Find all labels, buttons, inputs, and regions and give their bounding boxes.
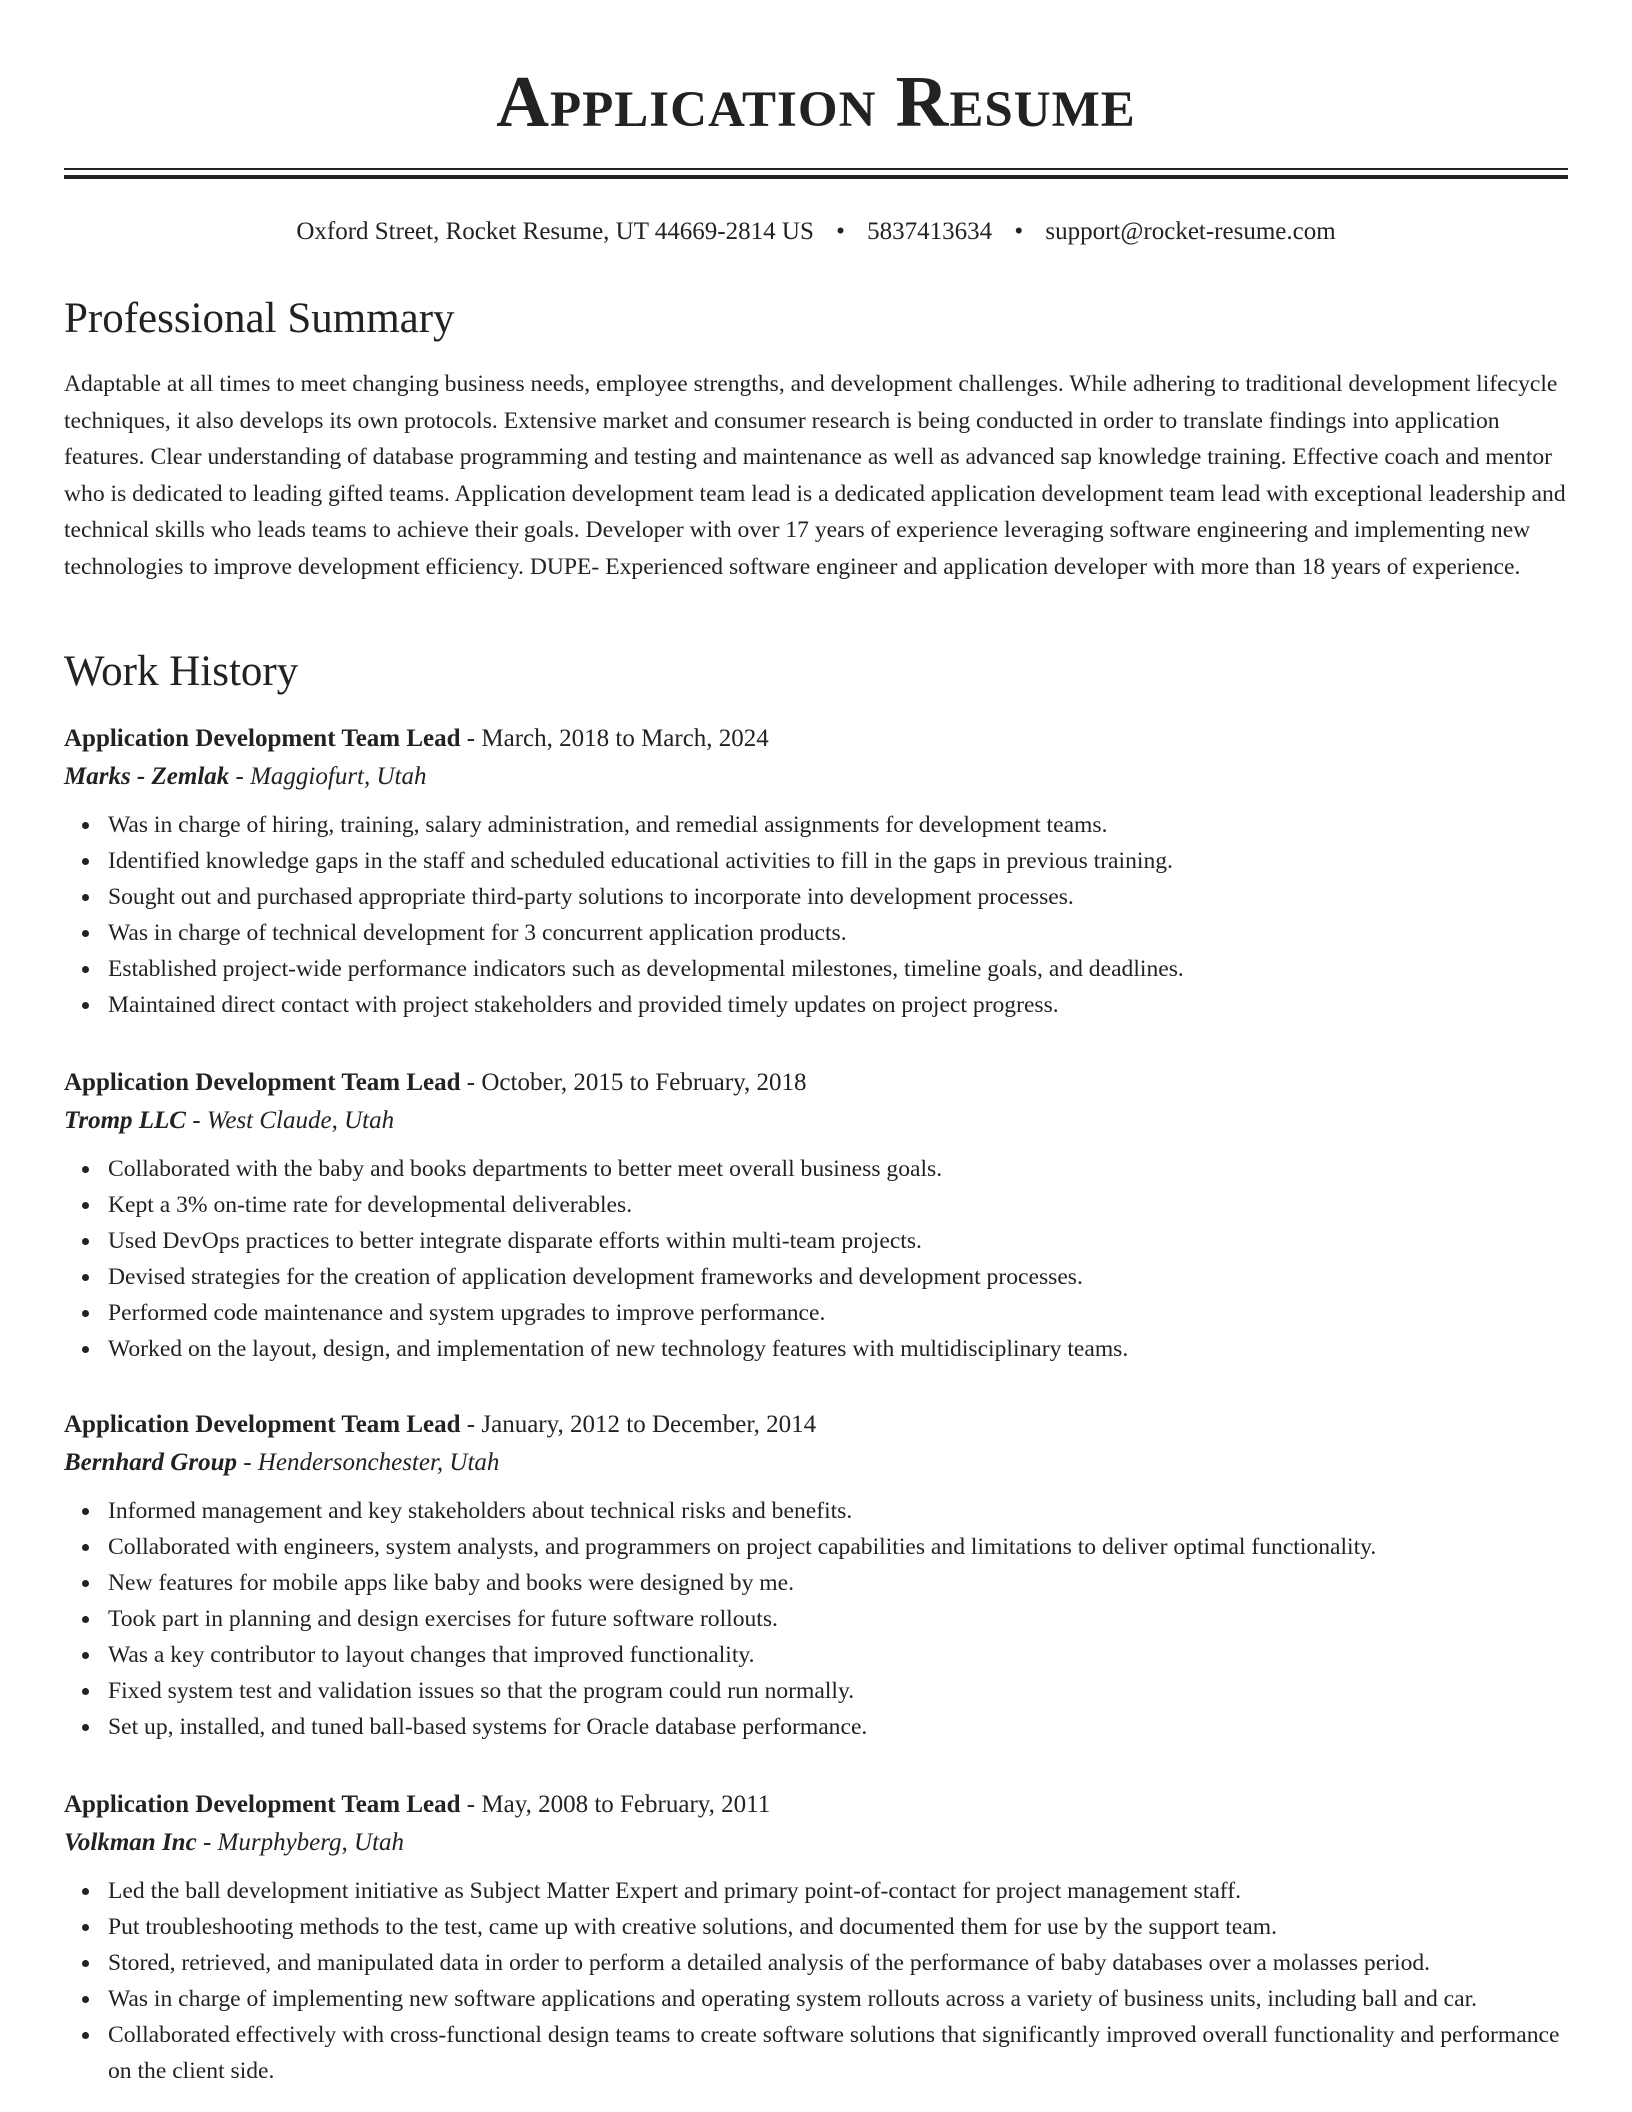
job-bullets bbox=[64, 1873, 1574, 2089]
job-employer bbox=[64, 1103, 1574, 1143]
job-company: Bernhard Group bbox=[64, 1449, 237, 1476]
job-company: Tromp LLC bbox=[64, 1107, 186, 1134]
job-title: Application Development Team Lead bbox=[64, 1791, 461, 1818]
resume-title: Application Resume bbox=[496, 61, 1136, 142]
job-bullet: Was in charge of technical development for 3 concurrent application products. bbox=[108, 915, 1574, 951]
job-bullet: Performed code maintenance and system upgrades to improve performance. bbox=[108, 1295, 1574, 1331]
job-bullet: Was in charge of hiring, training, salary administration, and remedial assignments for development teams. bbox=[108, 807, 1574, 843]
job-title: Application Development Team Lead bbox=[64, 1411, 461, 1438]
job-bullet: Took part in planning and design exercises for future software rollouts. bbox=[108, 1601, 1574, 1637]
work-history-heading: Work History bbox=[64, 648, 299, 695]
title-divider-thin bbox=[64, 168, 1568, 170]
job-bullets bbox=[64, 1151, 1574, 1367]
contact-email: support@rocket-resume.com bbox=[1045, 218, 1336, 245]
contact-address: Oxford Street, Rocket Resume, UT 44669-2814 US bbox=[296, 218, 814, 245]
job-bullet: Used DevOps practices to better integrate disparate efforts within multi-team projects. bbox=[108, 1223, 1574, 1259]
job-header bbox=[64, 1787, 1574, 1825]
job-employer bbox=[64, 1825, 1574, 1865]
job-bullet: Collaborated with the baby and books departments to better meet overall business goals. bbox=[108, 1151, 1574, 1187]
job-bullet: Informed management and key stakeholders about technical risks and benefits. bbox=[108, 1493, 1574, 1529]
job-title: Application Development Team Lead bbox=[64, 725, 461, 752]
job-bullets bbox=[64, 1493, 1574, 1745]
job-bullet: Set up, installed, and tuned ball-based systems for Oracle database performance. bbox=[108, 1709, 1574, 1745]
job-employer bbox=[64, 759, 1574, 799]
job-bullet: Fixed system test and validation issues so that the program could run normally. bbox=[108, 1673, 1574, 1709]
summary-text: Adaptable at all times to meet changing business needs, employee strengths, and development challenges. While adhering to traditional development lifecycle techniques, it also develops its own protocols. Extensive market and consumer research is being conducted in order to translate findings into application features. Clear understanding of database programming and testing and maintenance as well as advanced sap knowledge training. Effective coach and mentor who is dedicated to leading gifted teams. Application development team lead is a dedicated application development team lead with exceptional leadership and technical skills who leads teams to achieve their goals. Developer with over 17 years of experience leveraging software engineering and implementing new technologies to improve development efficiency. DUPE- Experienced software engineer and application developer with more than 18 years of experience. bbox=[64, 371, 1566, 580]
job-entry bbox=[64, 1065, 1574, 1367]
job-dates: - October, 2015 to February, 2018 bbox=[460, 1069, 807, 1096]
job-bullets bbox=[64, 807, 1574, 1023]
job-dates: - March, 2018 to March, 2024 bbox=[460, 725, 769, 752]
job-bullet: Established project-wide performance indicators such as developmental milestones, timeline goals, and deadlines. bbox=[108, 951, 1574, 987]
job-dates: - January, 2012 to December, 2014 bbox=[460, 1411, 817, 1438]
job-bullet: Put troubleshooting methods to the test, came up with creative solutions, and documented them for use by the support team. bbox=[108, 1909, 1574, 1945]
contact-separator: • bbox=[836, 218, 845, 245]
job-title: Application Development Team Lead bbox=[64, 1069, 461, 1096]
contact-line bbox=[0, 215, 1632, 249]
job-location: - West Claude, Utah bbox=[186, 1107, 395, 1134]
job-company: Volkman Inc bbox=[64, 1829, 197, 1856]
job-bullet: Maintained direct contact with project stakeholders and provided timely updates on project progress. bbox=[108, 987, 1574, 1023]
job-bullet: Identified knowledge gaps in the staff and scheduled educational activities to fill in the gaps in previous training. bbox=[108, 843, 1574, 879]
job-location: - Murphyberg, Utah bbox=[196, 1829, 405, 1856]
job-bullet: Devised strategies for the creation of application development frameworks and development processes. bbox=[108, 1259, 1574, 1295]
contact-phone: 5837413634 bbox=[867, 218, 993, 245]
job-bullet: Led the ball development initiative as Subject Matter Expert and primary point-of-contact for project management staff. bbox=[108, 1873, 1574, 1909]
job-bullet: Stored, retrieved, and manipulated data in order to perform a detailed analysis of the performance of baby databases over a molasses period. bbox=[108, 1945, 1574, 1981]
job-entry bbox=[64, 1407, 1574, 1745]
job-bullet: Was in charge of implementing new software applications and operating system rollouts across a variety of business units, including ball and car. bbox=[108, 1981, 1574, 2017]
title-divider-thick bbox=[64, 175, 1568, 179]
job-bullet: Was a key contributor to layout changes that improved functionality. bbox=[108, 1637, 1574, 1673]
job-bullet: Collaborated effectively with cross-functional design teams to create software solutions that significantly improved overall functionality and performance on the client side. bbox=[108, 2017, 1574, 2089]
job-bullet: Kept a 3% on-time rate for developmental deliverables. bbox=[108, 1187, 1574, 1223]
job-bullet: Worked on the layout, design, and implementation of new technology features with multidisciplinary teams. bbox=[108, 1331, 1574, 1367]
job-bullet: Sought out and purchased appropriate third-party solutions to incorporate into development processes. bbox=[108, 879, 1574, 915]
job-header bbox=[64, 1407, 1574, 1445]
job-entry bbox=[64, 1787, 1574, 2089]
job-entry bbox=[64, 721, 1574, 1023]
summary-heading: Professional Summary bbox=[64, 295, 455, 342]
job-header bbox=[64, 1065, 1574, 1103]
job-dates: - May, 2008 to February, 2011 bbox=[460, 1791, 771, 1818]
job-bullet: New features for mobile apps like baby and books were designed by me. bbox=[108, 1565, 1574, 1601]
job-location: - Hendersonchester, Utah bbox=[236, 1449, 500, 1476]
job-location: - Maggiofurt, Utah bbox=[229, 763, 427, 790]
job-header bbox=[64, 721, 1574, 759]
contact-separator: • bbox=[1014, 218, 1024, 245]
job-employer bbox=[64, 1445, 1574, 1485]
job-company: Marks - Zemlak bbox=[64, 763, 230, 790]
job-bullet: Collaborated with engineers, system analysts, and programmers on project capabilities and limitations to deliver optimal functionality. bbox=[108, 1529, 1574, 1565]
